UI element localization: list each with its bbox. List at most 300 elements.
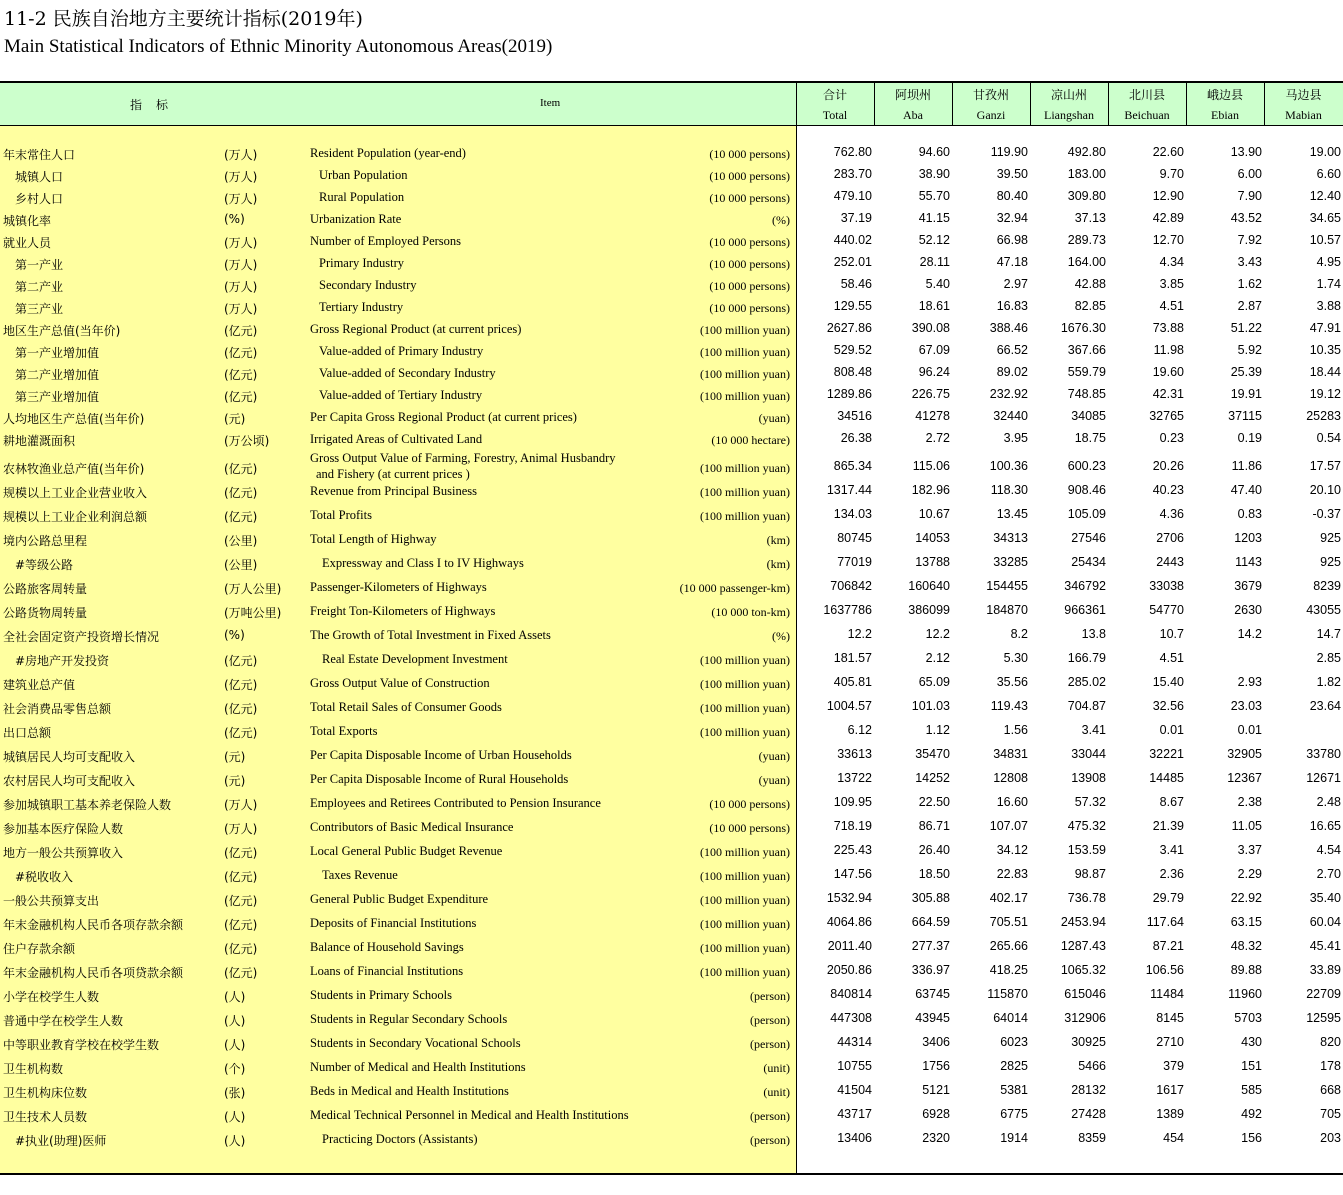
value-cell: 664.59 bbox=[911, 915, 950, 929]
indicator-name-en: Practicing Doctors (Assistants) bbox=[322, 1132, 478, 1146]
value-cell: 115.06 bbox=[912, 459, 950, 473]
column-header-en: Ganzi bbox=[976, 108, 1006, 122]
indicator-unit-en: (100 million yuan) bbox=[700, 345, 790, 359]
indicator-unit-en: (100 million yuan) bbox=[700, 323, 790, 337]
indicator-name-en: Students in Secondary Vocational Schools bbox=[310, 1036, 521, 1050]
value-cell: 25.39 bbox=[1230, 365, 1262, 379]
indicator-unit-cn: (人) bbox=[224, 990, 246, 1004]
value-cell: 119.90 bbox=[990, 145, 1028, 159]
table-row bbox=[0, 342, 1343, 364]
table-row bbox=[0, 722, 1343, 746]
value-cell: 305.88 bbox=[911, 891, 950, 905]
value-cell: 475.32 bbox=[1067, 819, 1106, 833]
value-cell: 27546 bbox=[1071, 531, 1106, 545]
value-cell: 10.35 bbox=[1309, 343, 1341, 357]
indicator-unit-en: (%) bbox=[772, 213, 790, 227]
value-cell: 1914 bbox=[1000, 1131, 1028, 1145]
value-cell: 277.37 bbox=[911, 939, 950, 953]
value-cell: 718.19 bbox=[833, 819, 872, 833]
indicator-name-en: Primary Industry bbox=[319, 256, 405, 270]
indicator-name-en: Secondary Industry bbox=[319, 278, 417, 292]
value-cell: 3.41 bbox=[1159, 843, 1184, 857]
value-cell: 5466 bbox=[1078, 1059, 1106, 1073]
indicator-name-en: Taxes Revenue bbox=[322, 868, 398, 882]
indicator-name-cn: 境内公路总里程 bbox=[3, 534, 88, 548]
indicator-unit-cn: (亿元) bbox=[224, 702, 258, 716]
indicator-unit-en: (km) bbox=[766, 533, 790, 547]
indicator-unit-cn: (亿元) bbox=[224, 894, 258, 908]
indicator-name-en: Local General Public Budget Revenue bbox=[310, 844, 503, 858]
value-cell: 35.40 bbox=[1309, 891, 1341, 905]
indicator-unit-cn: (亿元) bbox=[224, 870, 258, 884]
value-cell: 42.89 bbox=[1152, 211, 1184, 225]
value-cell: 153.59 bbox=[1067, 843, 1106, 857]
value-cell: 762.80 bbox=[833, 145, 872, 159]
value-cell: 1.12 bbox=[925, 723, 950, 737]
value-cell: 34313 bbox=[993, 531, 1028, 545]
table-row bbox=[0, 144, 1343, 166]
indicator-name-cn: 小学在校学生人数 bbox=[3, 990, 100, 1004]
indicator-name-en: Gross Output Value of Construction bbox=[310, 676, 490, 690]
value-cell: 2443 bbox=[1156, 555, 1184, 569]
value-cell: 705 bbox=[1320, 1107, 1341, 1121]
value-cell: 312906 bbox=[1064, 1011, 1106, 1025]
table-row bbox=[0, 842, 1343, 866]
indicator-unit-en: (100 million yuan) bbox=[700, 653, 790, 667]
table-bottom-rule bbox=[0, 1173, 1343, 1175]
indicator-unit-en: (100 million yuan) bbox=[700, 461, 790, 475]
value-cell: 3.37 bbox=[1237, 843, 1262, 857]
indicator-name-en: Total Length of Highway bbox=[310, 532, 437, 546]
value-cell: -0.37 bbox=[1312, 507, 1341, 521]
value-cell: 181.57 bbox=[833, 651, 872, 665]
value-cell: 1065.32 bbox=[1060, 963, 1106, 977]
value-cell: 447308 bbox=[830, 1011, 872, 1025]
indicator-name-en: Revenue from Principal Business bbox=[310, 484, 477, 498]
value-cell: 147.56 bbox=[833, 867, 872, 881]
value-cell: 3.41 bbox=[1081, 723, 1106, 737]
value-cell: 5381 bbox=[1000, 1083, 1028, 1097]
indicator-unit-cn: (万人) bbox=[224, 236, 258, 250]
value-cell: 166.79 bbox=[1067, 651, 1106, 665]
value-cell: 736.78 bbox=[1067, 891, 1106, 905]
table-row bbox=[0, 650, 1343, 674]
value-cell: 45.41 bbox=[1309, 939, 1341, 953]
value-cell: 285.02 bbox=[1067, 675, 1106, 689]
indicator-unit-cn: (万人) bbox=[224, 798, 258, 812]
value-cell: 22.50 bbox=[918, 795, 950, 809]
value-cell: 12671 bbox=[1306, 771, 1341, 785]
value-cell: 820 bbox=[1320, 1035, 1341, 1049]
value-cell: 33038 bbox=[1149, 579, 1184, 593]
indicator-name-cn: #税收收入 bbox=[15, 870, 74, 884]
value-cell: 151 bbox=[1241, 1059, 1262, 1073]
indicator-unit-en: (yuan) bbox=[758, 411, 790, 425]
indicator-unit-cn: (公里) bbox=[224, 534, 258, 548]
value-cell: 2050.86 bbox=[826, 963, 872, 977]
value-cell: 0.23 bbox=[1159, 431, 1184, 445]
value-cell: 14.7 bbox=[1316, 627, 1341, 641]
value-cell: 3.43 bbox=[1237, 255, 1262, 269]
value-cell: 184870 bbox=[986, 603, 1028, 617]
value-cell: 0.83 bbox=[1237, 507, 1262, 521]
value-cell: 60.04 bbox=[1309, 915, 1341, 929]
indicator-name-cn: 就业人员 bbox=[3, 236, 52, 250]
value-cell: 47.91 bbox=[1309, 321, 1341, 335]
indicator-name-cn: 公路旅客周转量 bbox=[3, 582, 88, 596]
value-cell: 42.88 bbox=[1074, 277, 1106, 291]
indicator-name-cn: 第一产业 bbox=[15, 258, 64, 272]
value-cell: 43.52 bbox=[1230, 211, 1262, 225]
table-row bbox=[0, 386, 1343, 408]
value-cell: 14053 bbox=[915, 531, 950, 545]
value-cell: 2.36 bbox=[1159, 867, 1184, 881]
value-cell: 4.36 bbox=[1159, 507, 1184, 521]
value-cell: 2.97 bbox=[1003, 277, 1028, 291]
value-cell: 2710 bbox=[1156, 1035, 1184, 1049]
table-row bbox=[0, 554, 1343, 578]
value-cell: 705.51 bbox=[989, 915, 1028, 929]
column-header-en: Ebian bbox=[1211, 108, 1239, 122]
value-cell: 6023 bbox=[1000, 1035, 1028, 1049]
value-cell: 13.8 bbox=[1081, 627, 1106, 641]
value-cell: 1676.30 bbox=[1060, 321, 1106, 335]
value-cell: 2011.40 bbox=[827, 939, 872, 953]
value-cell: 418.25 bbox=[989, 963, 1028, 977]
value-cell: 13.45 bbox=[996, 507, 1028, 521]
table-row bbox=[0, 626, 1343, 650]
indicator-name-en: Contributors of Basic Medical Insurance bbox=[310, 820, 514, 834]
value-cell: 183.00 bbox=[1067, 167, 1106, 181]
indicator-name-cn: 农村居民人均可支配收入 bbox=[3, 774, 136, 788]
indicator-name-en: Gross Regional Product (at current prices) bbox=[310, 322, 522, 336]
indicator-unit-en: (10 000 persons) bbox=[709, 147, 790, 161]
value-cell: 25283 bbox=[1306, 409, 1341, 423]
value-cell: 346792 bbox=[1064, 579, 1106, 593]
value-cell: 19.12 bbox=[1309, 387, 1341, 401]
value-cell: 454 bbox=[1163, 1131, 1184, 1145]
value-cell: 12.40 bbox=[1309, 189, 1341, 203]
table-row bbox=[0, 962, 1343, 986]
value-cell: 2.70 bbox=[1316, 867, 1341, 881]
value-cell: 2706 bbox=[1156, 531, 1184, 545]
value-cell: 32.56 bbox=[1152, 699, 1184, 713]
value-cell: 3406 bbox=[922, 1035, 950, 1049]
value-cell: 66.52 bbox=[996, 343, 1028, 357]
value-cell: 41278 bbox=[915, 409, 950, 423]
indicator-unit-en: (km) bbox=[766, 557, 790, 571]
value-cell: 265.66 bbox=[989, 939, 1028, 953]
value-cell: 5.30 bbox=[1003, 651, 1028, 665]
value-cell: 479.10 bbox=[833, 189, 872, 203]
value-cell: 26.38 bbox=[840, 431, 872, 445]
indicator-name-en: Beds in Medical and Health Institutions bbox=[310, 1084, 509, 1098]
value-cell: 80745 bbox=[837, 531, 872, 545]
table-row bbox=[0, 602, 1343, 626]
value-cell: 8239 bbox=[1313, 579, 1341, 593]
value-cell: 1637786 bbox=[823, 603, 872, 617]
indicator-unit-cn: (万人) bbox=[224, 148, 258, 162]
indicator-name-cn: 城镇人口 bbox=[15, 170, 64, 184]
value-cell: 63745 bbox=[915, 987, 950, 1001]
value-cell: 283.70 bbox=[833, 167, 872, 181]
indicator-name-en: Number of Employed Persons bbox=[310, 234, 462, 248]
indicator-name-en: Value-added of Primary Industry bbox=[319, 344, 484, 358]
indicator-name-cn: 地方一般公共预算收入 bbox=[3, 846, 124, 860]
indicator-name-en: Deposits of Financial Institutions bbox=[310, 916, 477, 930]
value-cell: 18.50 bbox=[918, 867, 950, 881]
value-cell: 430 bbox=[1241, 1035, 1262, 1049]
table-row bbox=[0, 276, 1343, 298]
value-cell: 3.85 bbox=[1159, 277, 1184, 291]
value-cell: 2.48 bbox=[1316, 795, 1341, 809]
value-cell: 40.23 bbox=[1152, 483, 1184, 497]
value-cell: 706842 bbox=[830, 579, 872, 593]
value-cell: 13722 bbox=[837, 771, 872, 785]
indicator-unit-en: (100 million yuan) bbox=[700, 677, 790, 691]
value-cell: 4064.86 bbox=[826, 915, 872, 929]
value-cell: 66.98 bbox=[996, 233, 1028, 247]
indicator-unit-cn: (万人) bbox=[224, 822, 258, 836]
indicator-name-en: The Growth of Total Investment in Fixed Assets bbox=[310, 628, 551, 642]
value-cell: 43055 bbox=[1306, 603, 1341, 617]
indicator-name-en: Resident Population (year-end) bbox=[310, 146, 466, 160]
value-cell: 18.61 bbox=[918, 299, 950, 313]
column-header-cn: 马边县 bbox=[1285, 88, 1322, 102]
column-header bbox=[1030, 85, 1108, 123]
indicator-unit-en: (100 million yuan) bbox=[700, 965, 790, 979]
value-cell: 64014 bbox=[993, 1011, 1028, 1025]
value-cell: 5703 bbox=[1234, 1011, 1262, 1025]
value-cell: 529.52 bbox=[833, 343, 872, 357]
table-row bbox=[0, 530, 1343, 554]
value-cell: 2630 bbox=[1234, 603, 1262, 617]
value-cell: 704.87 bbox=[1067, 699, 1106, 713]
column-header bbox=[1108, 85, 1186, 123]
column-header-en: Liangshan bbox=[1044, 108, 1094, 122]
indicator-unit-en: (10 000 ton-km) bbox=[711, 605, 790, 619]
indicator-unit-en: (yuan) bbox=[758, 773, 790, 787]
value-cell: 2.38 bbox=[1237, 795, 1262, 809]
value-cell: 492 bbox=[1241, 1107, 1262, 1121]
indicator-unit-cn: (万人) bbox=[224, 280, 258, 294]
value-cell: 13788 bbox=[915, 555, 950, 569]
indicator-name-cn: 年末金融机构人民币各项贷款余额 bbox=[3, 966, 184, 980]
page-title-cn: 11-2 民族自治地方主要统计指标(2019年) bbox=[4, 8, 363, 30]
value-cell: 289.73 bbox=[1067, 233, 1106, 247]
value-cell: 6.12 bbox=[847, 723, 872, 737]
indicator-unit-cn: (元) bbox=[224, 774, 246, 788]
indicator-unit-en: (100 million yuan) bbox=[700, 917, 790, 931]
table-row bbox=[0, 914, 1343, 938]
indicator-unit-cn: (亿元) bbox=[224, 726, 258, 740]
indicator-name-cn: 社会消费品零售总额 bbox=[3, 702, 112, 716]
value-cell: 32765 bbox=[1149, 409, 1184, 423]
value-cell: 600.23 bbox=[1067, 459, 1106, 473]
value-cell: 33285 bbox=[993, 555, 1028, 569]
value-cell: 0.19 bbox=[1237, 431, 1262, 445]
column-header-cn: 凉山州 bbox=[1050, 88, 1087, 102]
indicator-unit-en: (10 000 passenger-km) bbox=[679, 581, 790, 595]
indicator-name-en: Irrigated Areas of Cultivated Land bbox=[310, 432, 483, 446]
indicator-unit-en: (%) bbox=[772, 629, 790, 643]
value-cell: 17.57 bbox=[1309, 459, 1341, 473]
value-cell: 15.40 bbox=[1152, 675, 1184, 689]
value-cell: 35.56 bbox=[996, 675, 1028, 689]
value-cell: 6928 bbox=[922, 1107, 950, 1121]
value-cell: 1617 bbox=[1156, 1083, 1184, 1097]
value-cell: 29.79 bbox=[1152, 891, 1184, 905]
value-cell: 115870 bbox=[987, 987, 1028, 1001]
indicator-unit-cn: (张) bbox=[224, 1086, 246, 1100]
indicator-name-en: Employees and Retirees Contributed to Pension Insurance bbox=[310, 796, 601, 810]
value-cell: 668 bbox=[1320, 1083, 1341, 1097]
table-row bbox=[0, 770, 1343, 794]
value-cell: 37.19 bbox=[840, 211, 872, 225]
value-cell: 25434 bbox=[1071, 555, 1106, 569]
value-cell: 14252 bbox=[915, 771, 950, 785]
value-cell: 2627.86 bbox=[826, 321, 872, 335]
indicator-unit-en: (10 000 persons) bbox=[709, 279, 790, 293]
indicator-name-cn: 第二产业增加值 bbox=[15, 368, 100, 382]
value-cell: 12.2 bbox=[847, 627, 872, 641]
value-cell: 13406 bbox=[837, 1131, 872, 1145]
indicator-unit-cn: (元) bbox=[224, 750, 246, 764]
value-cell: 3679 bbox=[1234, 579, 1262, 593]
column-header bbox=[796, 85, 874, 123]
value-cell: 6.60 bbox=[1316, 167, 1341, 181]
value-cell: 12.90 bbox=[1152, 189, 1184, 203]
table-row bbox=[0, 210, 1343, 232]
indicator-unit-en: (100 million yuan) bbox=[700, 389, 790, 403]
value-cell: 33044 bbox=[1071, 747, 1106, 761]
value-cell: 18.75 bbox=[1074, 431, 1106, 445]
indicator-unit-en: (person) bbox=[750, 1133, 790, 1147]
value-cell: 32905 bbox=[1227, 747, 1262, 761]
indicator-unit-cn: (亿元) bbox=[224, 510, 258, 524]
value-cell: 34516 bbox=[837, 409, 872, 423]
value-cell: 154455 bbox=[986, 579, 1028, 593]
value-cell: 28132 bbox=[1071, 1083, 1106, 1097]
indicator-name-cn: 规模以上工业企业营业收入 bbox=[3, 486, 148, 500]
value-cell: 615046 bbox=[1064, 987, 1106, 1001]
value-cell: 585 bbox=[1241, 1083, 1262, 1097]
indicator-unit-en: (10 000 persons) bbox=[709, 257, 790, 271]
value-cell: 41.15 bbox=[918, 211, 950, 225]
value-cell: 19.91 bbox=[1230, 387, 1262, 401]
table-row bbox=[0, 674, 1343, 698]
table-row bbox=[0, 452, 1343, 482]
value-cell: 34.12 bbox=[996, 843, 1028, 857]
value-cell: 82.85 bbox=[1074, 299, 1106, 313]
indicator-name-cn: 第三产业增加值 bbox=[15, 390, 100, 404]
value-cell: 4.51 bbox=[1159, 651, 1184, 665]
indicator-name-en: Urban Population bbox=[319, 168, 408, 182]
value-cell: 12595 bbox=[1306, 1011, 1341, 1025]
indicator-unit-cn: (人) bbox=[224, 1038, 246, 1052]
indicator-unit-cn: (亿元) bbox=[224, 462, 258, 476]
value-cell: 13.90 bbox=[1230, 145, 1262, 159]
value-cell: 109.95 bbox=[833, 795, 872, 809]
column-header-cn: 甘孜州 bbox=[972, 88, 1009, 102]
value-cell: 12367 bbox=[1227, 771, 1262, 785]
indicator-name-en: Total Profits bbox=[310, 508, 372, 522]
value-cell: 52.12 bbox=[918, 233, 950, 247]
indicator-name-en: Students in Regular Secondary Schools bbox=[310, 1012, 508, 1026]
indicator-name-en: General Public Budget Expenditure bbox=[310, 892, 489, 906]
indicator-unit-en: (100 million yuan) bbox=[700, 869, 790, 883]
table-row bbox=[0, 364, 1343, 386]
value-cell: 11.86 bbox=[1231, 459, 1262, 473]
value-cell: 203 bbox=[1320, 1131, 1341, 1145]
indicator-unit-en: (10 000 persons) bbox=[709, 235, 790, 249]
column-header-en: Beichuan bbox=[1124, 108, 1170, 122]
value-cell: 28.11 bbox=[919, 255, 950, 269]
table-row bbox=[0, 794, 1343, 818]
value-cell: 21.39 bbox=[1152, 819, 1184, 833]
value-cell: 4.34 bbox=[1159, 255, 1184, 269]
value-cell: 89.02 bbox=[996, 365, 1028, 379]
value-cell: 23.64 bbox=[1309, 699, 1341, 713]
value-cell: 440.02 bbox=[833, 233, 872, 247]
indicator-unit-en: (10 000 hectare) bbox=[711, 433, 790, 447]
value-cell: 22.83 bbox=[996, 867, 1028, 881]
table-row bbox=[0, 938, 1343, 962]
indicator-unit-en: (yuan) bbox=[758, 749, 790, 763]
value-cell: 1004.57 bbox=[826, 699, 872, 713]
value-cell: 32.94 bbox=[996, 211, 1028, 225]
value-cell: 225.43 bbox=[833, 843, 872, 857]
value-cell: 808.48 bbox=[833, 365, 872, 379]
value-cell: 252.01 bbox=[833, 255, 872, 269]
table-row bbox=[0, 254, 1343, 276]
value-cell: 107.07 bbox=[989, 819, 1028, 833]
value-cell: 925 bbox=[1320, 531, 1341, 545]
table-row bbox=[0, 188, 1343, 210]
indicator-unit-en: (person) bbox=[750, 1037, 790, 1051]
indicator-unit-cn: (%) bbox=[224, 212, 245, 226]
table-row bbox=[0, 1130, 1343, 1154]
indicator-name-cn: 中等职业教育学校在校学生数 bbox=[3, 1038, 160, 1052]
indicator-unit-en: (100 million yuan) bbox=[700, 367, 790, 381]
indicator-unit-en: (10 000 persons) bbox=[709, 191, 790, 205]
table-row bbox=[0, 1082, 1343, 1106]
indicator-unit-en: (100 million yuan) bbox=[700, 485, 790, 499]
column-header-cn: 北川县 bbox=[1128, 88, 1165, 102]
value-cell: 908.46 bbox=[1067, 483, 1106, 497]
value-cell: 2.12 bbox=[925, 651, 950, 665]
indicator-unit-cn: (万公顷) bbox=[224, 434, 270, 448]
indicator-unit-cn: (公里) bbox=[224, 558, 258, 572]
value-cell: 12.70 bbox=[1152, 233, 1184, 247]
indicator-name-en: Balance of Household Savings bbox=[310, 940, 464, 954]
indicator-unit-cn: (万人) bbox=[224, 170, 258, 184]
value-cell: 34.65 bbox=[1309, 211, 1341, 225]
value-cell: 34085 bbox=[1071, 409, 1106, 423]
value-cell: 27428 bbox=[1071, 1107, 1106, 1121]
indicator-unit-cn: (亿元) bbox=[224, 654, 258, 668]
indicator-unit-cn: (万人) bbox=[224, 192, 258, 206]
value-cell: 8145 bbox=[1156, 1011, 1184, 1025]
indicator-unit-en: (10 000 persons) bbox=[709, 169, 790, 183]
value-cell: 65.09 bbox=[918, 675, 950, 689]
indicator-name-cn: 普通中学在校学生人数 bbox=[3, 1014, 124, 1028]
value-cell: 2.72 bbox=[925, 431, 950, 445]
indicator-unit-cn: (人) bbox=[224, 1014, 246, 1028]
value-cell: 119.43 bbox=[990, 699, 1028, 713]
value-cell: 1.74 bbox=[1316, 277, 1341, 291]
table-row bbox=[0, 430, 1343, 452]
